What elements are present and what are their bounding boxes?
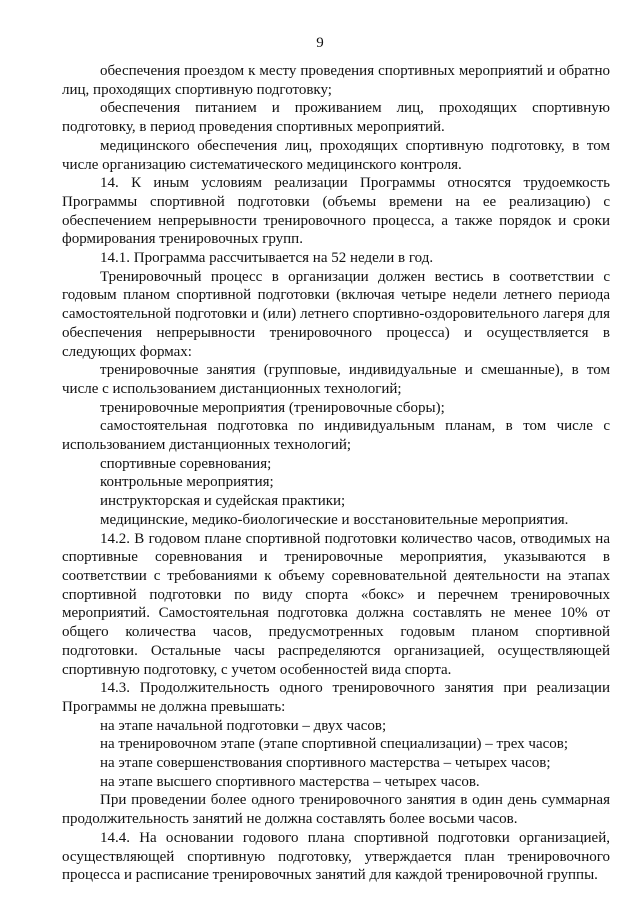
paragraph-section-14-2: 14.2. В годовом плане спортивной подготовки количество часов, отводимых на спортивные соревнования и тренировочные мероприятия, указываются в соответствии с требованиями к объему соревновательной деятельности на этапах спортивной подготовки по виду спорта «бокс» и перечнем тренировочных мероприятий. Самостоятельная подготовка должна составлять не менее 10% от общего количества часов, предусмотренных годовым планом спортивной подготовки. Остальные часы распределяются организацией, осуществляющей спортивную подготовку, с учетом особенностей вида спорта. (62, 530, 610, 678)
list-item: тренировочные мероприятия (тренировочные сборы); (100, 399, 445, 416)
list-item: на этапе совершенствования спортивного мастерства – четырех часов; (100, 755, 551, 772)
document-body (62, 62, 610, 885)
list-item: на этапе начальной подготовки – двух часов; (100, 717, 387, 734)
paragraph: При проведении более одного тренировочного занятия в один день суммарная продолжительность занятий не должна составлять более восьми часов. (62, 792, 610, 828)
paragraph-section-14-4: 14.4. На основании годового плана спортивной подготовки организацией, осуществляющей спортивную подготовку, утверждается план тренировочного процесса и расписание тренировочных занятий для каждой тренировочной группы. (62, 829, 610, 884)
list-item: на тренировочном этапе (этапе спортивной специализации) – трех часов; (100, 736, 569, 753)
list-item: самостоятельная подготовка по индивидуальным планам, в том числе с использованием дистанционных технологий; (62, 418, 610, 454)
list-item: медицинские, медико-биологические и восстановительные мероприятия. (100, 511, 569, 528)
paragraph: обеспечения питанием и проживанием лиц, проходящих спортивную подготовку, в период проведения спортивных мероприятий. (62, 100, 610, 136)
list-item: тренировочные занятия (групповые, индивидуальные и смешанные), в том числе с использованием дистанционных технологий; (62, 362, 610, 397)
paragraph: медицинского обеспечения лиц, проходящих спортивную подготовку, в том числе организацию систематического медицинского контроля. (62, 137, 610, 173)
paragraph: Тренировочный процесс в организации должен вестись в соответствии с годовым планом спортивной подготовки (включая четыре недели летнего периода самостоятельной подготовки и (или) летнего спортивно-оздоровительного лагеря для обеспечения непрерывности тренировочного процесса) и осуществляется в следующих формах: (62, 268, 610, 360)
list-item: инструкторская и судейская практики; (100, 493, 346, 510)
paragraph-section-14-3: 14.3. Продолжительность одного тренировочного занятия при реализации Программы не должна превышать: (62, 680, 610, 715)
list-item: спортивные соревнования; (100, 455, 272, 472)
list-item: контрольные мероприятия; (100, 474, 274, 491)
paragraph: обеспечения проездом к месту проведения спортивных мероприятий и обратно лиц, проходящих спортивную подготовку; (62, 63, 610, 98)
page-number: 9 (316, 35, 324, 51)
paragraph-section-14-1: 14.1. Программа рассчитывается на 52 недели в год. (100, 250, 434, 267)
paragraph-section-14: 14. К иным условиям реализации Программы относятся трудоемкость Программы спортивной подготовки (объемы времени на ее реализацию) с обеспечением непрерывности тренировочного процесса, а также порядок и сроки формирования тренировочных групп. (62, 175, 610, 248)
list-item: на этапе высшего спортивного мастерства – четырех часов. (100, 773, 480, 790)
